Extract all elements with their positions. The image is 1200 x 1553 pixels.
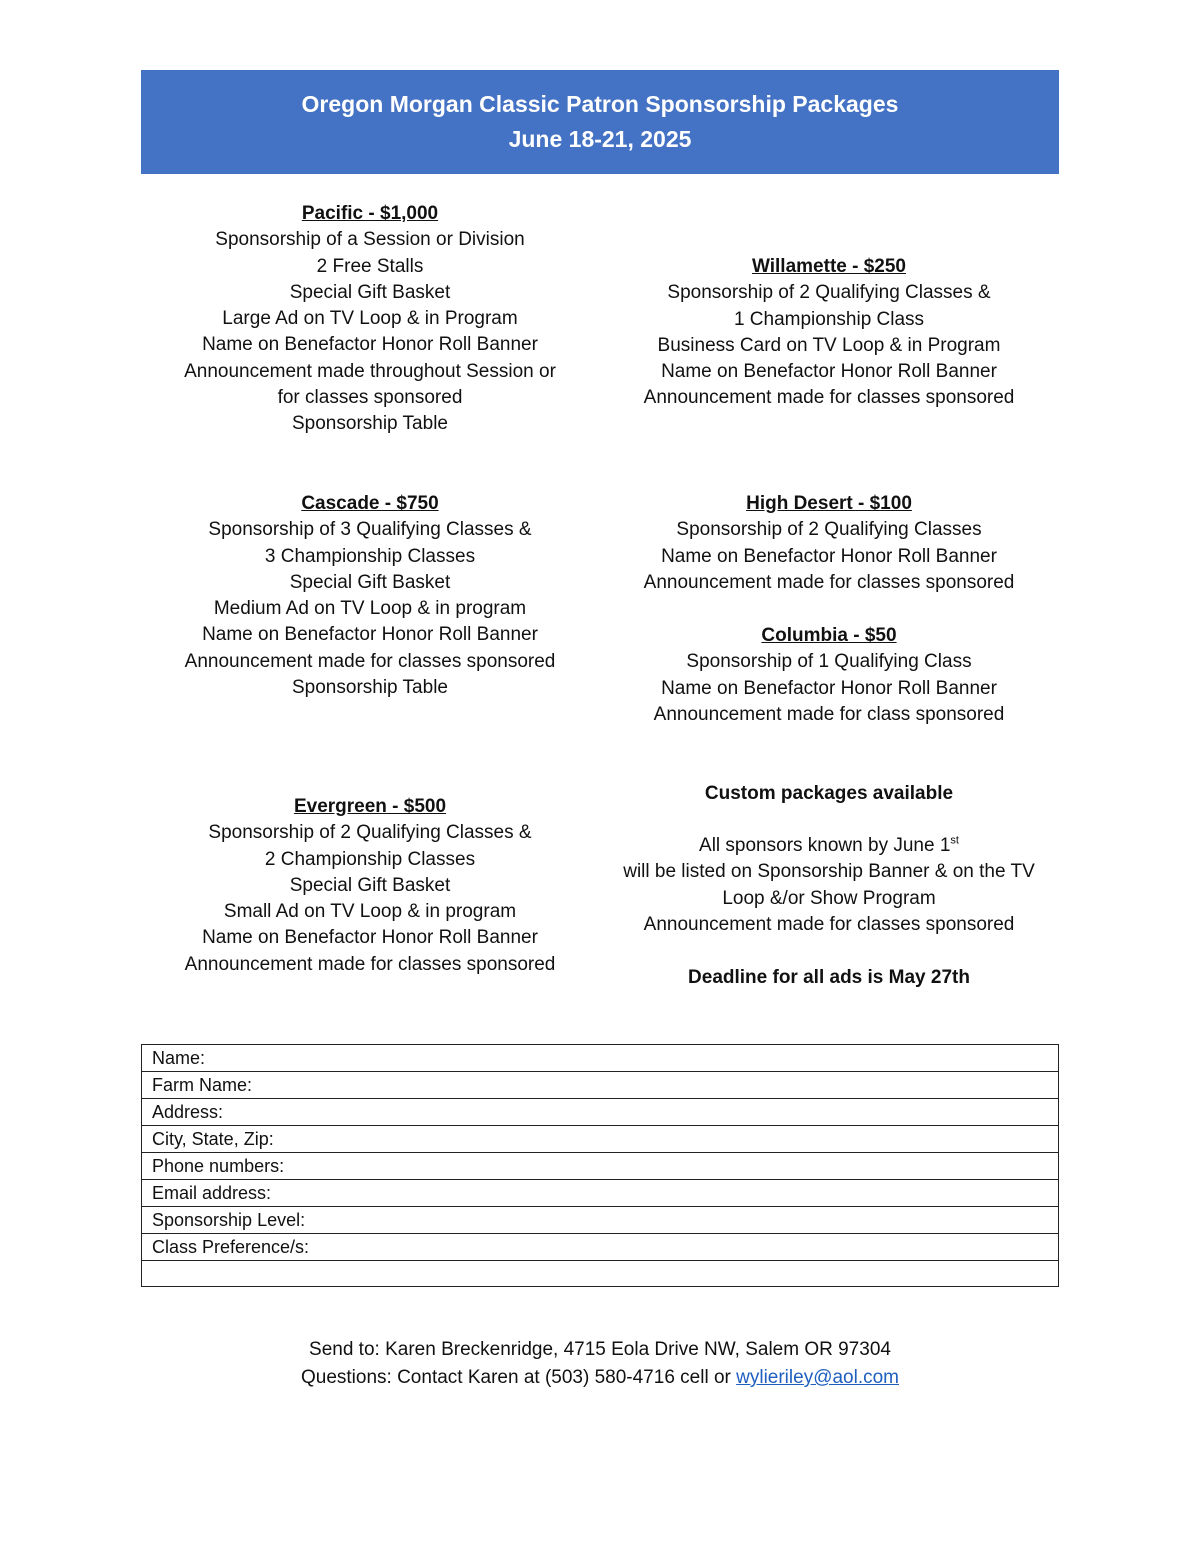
package-benefit: Name on Benefactor Honor Roll Banner bbox=[661, 361, 997, 383]
ordinal-suffix: st bbox=[950, 834, 959, 847]
package-benefit: Announcement made for classes sponsored bbox=[184, 953, 556, 975]
deadline-note: Deadline for all ads is May 27th bbox=[688, 967, 970, 988]
package-benefit: Name on Benefactor Honor Roll Banner bbox=[202, 334, 538, 356]
package-benefit: Announcement made for classes sponsored bbox=[643, 571, 1015, 593]
package-benefit: Name on Benefactor Honor Roll Banner bbox=[661, 545, 997, 567]
sponsor-form bbox=[141, 1044, 1059, 1287]
package-cascade bbox=[150, 491, 590, 701]
sponsors-known-note bbox=[600, 833, 1058, 938]
package-benefit: Announcement made for class sponsored bbox=[653, 703, 1005, 725]
package-benefit: Medium Ad on TV Loop & in program bbox=[213, 598, 527, 620]
header-banner bbox=[141, 70, 1059, 174]
form-row bbox=[142, 1153, 1059, 1180]
package-willamette bbox=[609, 254, 1049, 412]
package-benefit: for classes sponsored bbox=[277, 387, 463, 409]
form-row bbox=[142, 1180, 1059, 1207]
package-benefit: Sponsorship of a Session or Division bbox=[215, 229, 525, 251]
package-benefit: Sponsorship of 1 Qualifying Class bbox=[686, 651, 972, 673]
package-benefit: Sponsorship of 3 Qualifying Classes & bbox=[208, 519, 532, 541]
form-row bbox=[142, 1072, 1059, 1099]
form-row bbox=[142, 1126, 1059, 1153]
package-benefit: Small Ad on TV Loop & in program bbox=[223, 901, 517, 923]
package-benefit: Sponsorship of 2 Qualifying Classes & bbox=[208, 822, 532, 844]
package-evergreen bbox=[150, 794, 590, 978]
questions-line bbox=[141, 1364, 1059, 1392]
package-benefit: Special Gift Basket bbox=[289, 571, 451, 593]
form-field-label[interactable]: Name: bbox=[142, 1045, 1059, 1072]
form-row bbox=[142, 1207, 1059, 1234]
form-row bbox=[142, 1234, 1059, 1261]
form-field-label[interactable]: Phone numbers: bbox=[142, 1153, 1059, 1180]
form-row bbox=[142, 1045, 1059, 1072]
package-title: Pacific - $1,000 bbox=[301, 203, 439, 224]
package-benefit: Name on Benefactor Honor Roll Banner bbox=[661, 677, 997, 699]
package-benefit: 3 Championship Classes bbox=[264, 545, 476, 567]
package-benefit: Business Card on TV Loop & in Program bbox=[657, 334, 1001, 356]
form-field-label[interactable]: Email address: bbox=[142, 1180, 1059, 1207]
package-title: Cascade - $750 bbox=[301, 493, 439, 514]
package-benefit: Announcement made for classes sponsored bbox=[184, 650, 556, 672]
package-benefit: Sponsorship of 2 Qualifying Classes bbox=[676, 519, 982, 541]
package-benefit: Special Gift Basket bbox=[289, 874, 451, 896]
questions-text: Questions: Contact Karen at (503) 580-4716 cell or bbox=[300, 1367, 737, 1388]
package-benefit: Name on Benefactor Honor Roll Banner bbox=[202, 927, 538, 949]
form-row bbox=[142, 1261, 1059, 1287]
event-dates: June 18-21, 2025 bbox=[508, 126, 692, 152]
listing-line-1: will be listed on Sponsorship Banner & on the TV bbox=[623, 861, 1035, 883]
contact-email-link[interactable]: wylieriley@aol.com bbox=[736, 1367, 900, 1388]
package-pacific bbox=[150, 201, 590, 438]
page-title: Oregon Morgan Classic Patron Sponsorship Packages bbox=[301, 91, 899, 117]
form-field-label[interactable]: Address: bbox=[142, 1099, 1059, 1126]
package-benefit: 1 Championship Class bbox=[733, 308, 925, 330]
package-columbia bbox=[609, 623, 1049, 728]
package-title: High Desert - $100 bbox=[746, 493, 912, 514]
package-benefit: 2 Championship Classes bbox=[264, 848, 476, 870]
form-field-label[interactable]: Class Preference/s: bbox=[142, 1234, 1059, 1261]
package-benefit: Announcement made for classes sponsored bbox=[643, 387, 1015, 409]
package-benefit: Sponsorship Table bbox=[292, 413, 448, 435]
package-title: Evergreen - $500 bbox=[293, 796, 447, 817]
form-field-label[interactable]: Sponsorship Level: bbox=[142, 1207, 1059, 1234]
announcement-line: Announcement made for classes sponsored bbox=[643, 913, 1015, 935]
form-row bbox=[142, 1099, 1059, 1126]
custom-packages-note: Custom packages available bbox=[704, 783, 954, 804]
package-benefit: 2 Free Stalls bbox=[316, 255, 424, 277]
package-benefit: Sponsorship Table bbox=[292, 677, 448, 699]
form-field-label[interactable]: City, State, Zip: bbox=[142, 1126, 1059, 1153]
package-benefit: Sponsorship of 2 Qualifying Classes & bbox=[667, 282, 991, 304]
send-to-address: Send to: Karen Breckenridge, 4715 Eola Drive NW, Salem OR 97304 bbox=[309, 1339, 891, 1360]
package-benefit: Announcement made throughout Session or bbox=[184, 360, 556, 382]
footer bbox=[141, 1336, 1059, 1392]
package-benefit: Large Ad on TV Loop & in Program bbox=[222, 308, 518, 330]
sponsors-known-text: All sponsors known by June 1 bbox=[699, 835, 951, 856]
package-title: Columbia - $50 bbox=[761, 625, 897, 646]
package-benefit: Name on Benefactor Honor Roll Banner bbox=[202, 624, 538, 646]
form-field-label[interactable] bbox=[142, 1261, 1059, 1287]
package-title: Willamette - $250 bbox=[751, 256, 906, 277]
package-high-desert bbox=[609, 491, 1049, 596]
listing-line-2: Loop &/or Show Program bbox=[722, 887, 936, 909]
form-field-label[interactable]: Farm Name: bbox=[142, 1072, 1059, 1099]
package-benefit: Special Gift Basket bbox=[289, 281, 451, 303]
